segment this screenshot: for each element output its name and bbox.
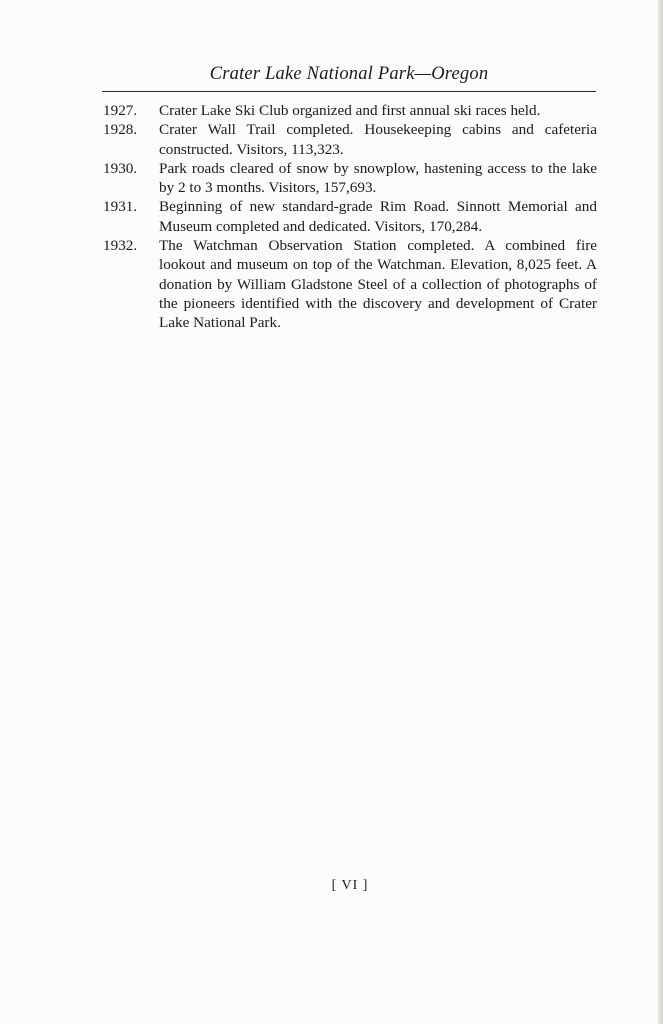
entry-year: 1931. [103,198,138,216]
entry-text: The Watchman Observation Station completed. A combined fire lookout and museum on top of the Watchman. Elevation, 8,025 feet. A donation by William Gladstone Steel of a collection of photographs of the pioneers identified with the discovery and development of Crater Lake National Park. [159,237,597,332]
entry-year: 1927. [103,102,138,119]
running-header-title: Crater Lake National Park—Oregon [209,64,489,84]
entry-text: Park roads cleared of snow by snowplow, hastening access to the lake by 2 to 3 months. Visitors, 157,693. [159,159,597,197]
entry-text: Crater Wall Trail completed. Housekeeping cabins and cafeteria constructed. Visitors, 113,323. [159,121,597,158]
page-edge [658,0,663,1024]
chronology-entry [103,120,597,159]
entry-text: Beginning of new standard-grade Rim Road. Sinnott Memorial and Museum completed and dedicated. Visitors, 170,284. [159,198,597,235]
page-number: [ VI ] [331,878,369,893]
chronology-entry [103,197,597,236]
header-rule [102,91,596,92]
chronology-entry [103,101,597,120]
chronology-entry [103,159,597,198]
entry-year: 1932. [103,237,138,255]
entry-text: Crater Lake Ski Club organized and first annual ski races held. [159,102,541,119]
chronology-entry [103,236,597,332]
entry-year: 1928. [103,121,138,139]
chronology-list [103,101,597,333]
entry-year: 1930. [103,159,138,177]
